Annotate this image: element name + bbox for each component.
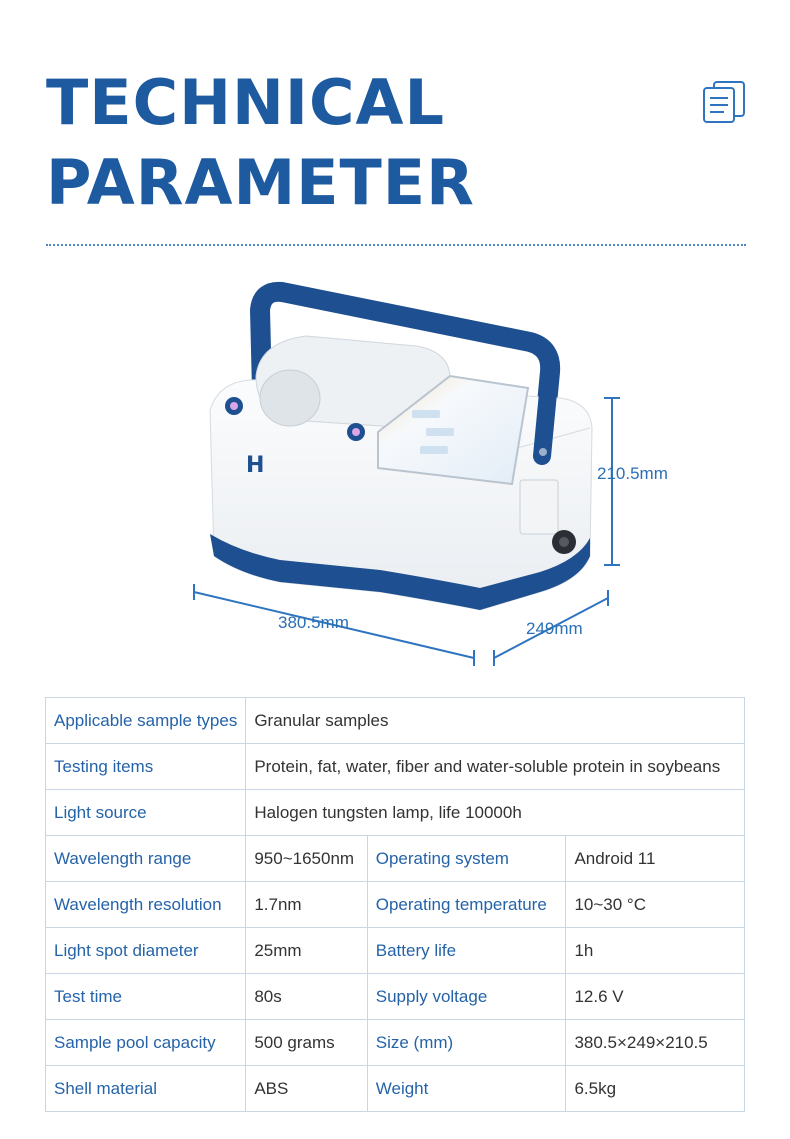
- spec-value: 6.5kg: [566, 1066, 745, 1112]
- spec-value: Android 11: [566, 836, 745, 882]
- product-image: [180, 280, 640, 670]
- width-dimension-label: 380.5mm: [278, 613, 349, 632]
- spec-label: Sample pool capacity: [46, 1020, 246, 1066]
- spec-label: Testing items: [46, 744, 246, 790]
- header-divider: [46, 244, 746, 246]
- spec-value: 500 grams: [246, 1020, 367, 1066]
- spec-table: [45, 697, 745, 1112]
- spec-value: 1h: [566, 928, 745, 974]
- spec-label: Wavelength range: [46, 836, 246, 882]
- table-row: [46, 744, 745, 790]
- spec-value: 12.6 V: [566, 974, 745, 1020]
- page-title-line2: PARAMETER: [46, 146, 475, 219]
- spec-label: Shell material: [46, 1066, 246, 1112]
- spec-label: Applicable sample types: [46, 698, 246, 744]
- table-row: [46, 882, 745, 928]
- spec-label: Test time: [46, 974, 246, 1020]
- spec-value: ABS: [246, 1066, 367, 1112]
- spec-value: 380.5×249×210.5: [566, 1020, 745, 1066]
- spec-value: 1.7nm: [246, 882, 367, 928]
- table-row: [46, 1020, 745, 1066]
- spec-value: 80s: [246, 974, 367, 1020]
- table-row: [46, 974, 745, 1020]
- spec-label: Supply voltage: [367, 974, 566, 1020]
- spec-label: Weight: [367, 1066, 566, 1112]
- spec-value: Granular samples: [246, 698, 745, 744]
- spec-label: Size (mm): [367, 1020, 566, 1066]
- spec-value: 950~1650nm: [246, 836, 367, 882]
- table-row: [46, 836, 745, 882]
- spec-label: Light spot diameter: [46, 928, 246, 974]
- spec-label: Operating temperature: [367, 882, 566, 928]
- spec-label: Battery life: [367, 928, 566, 974]
- table-row: [46, 1066, 745, 1112]
- spec-value: Halogen tungsten lamp, life 10000h: [246, 790, 745, 836]
- spec-value: 10~30 °C: [566, 882, 745, 928]
- svg-text:H: H: [246, 453, 265, 478]
- table-row: [46, 698, 745, 744]
- spec-value: Protein, fat, water, fiber and water-soluble protein in soybeans: [246, 744, 745, 790]
- table-row: [46, 790, 745, 836]
- spec-label: Wavelength resolution: [46, 882, 246, 928]
- page-title-line1: TECHNICAL: [46, 66, 445, 139]
- table-row: [46, 928, 745, 974]
- document-icon: [700, 80, 748, 126]
- height-dimension-label: 210.5mm: [597, 464, 668, 483]
- spec-label: Light source: [46, 790, 246, 836]
- spec-label: Operating system: [367, 836, 566, 882]
- depth-dimension-label: 249mm: [526, 619, 583, 638]
- spec-value: 25mm: [246, 928, 367, 974]
